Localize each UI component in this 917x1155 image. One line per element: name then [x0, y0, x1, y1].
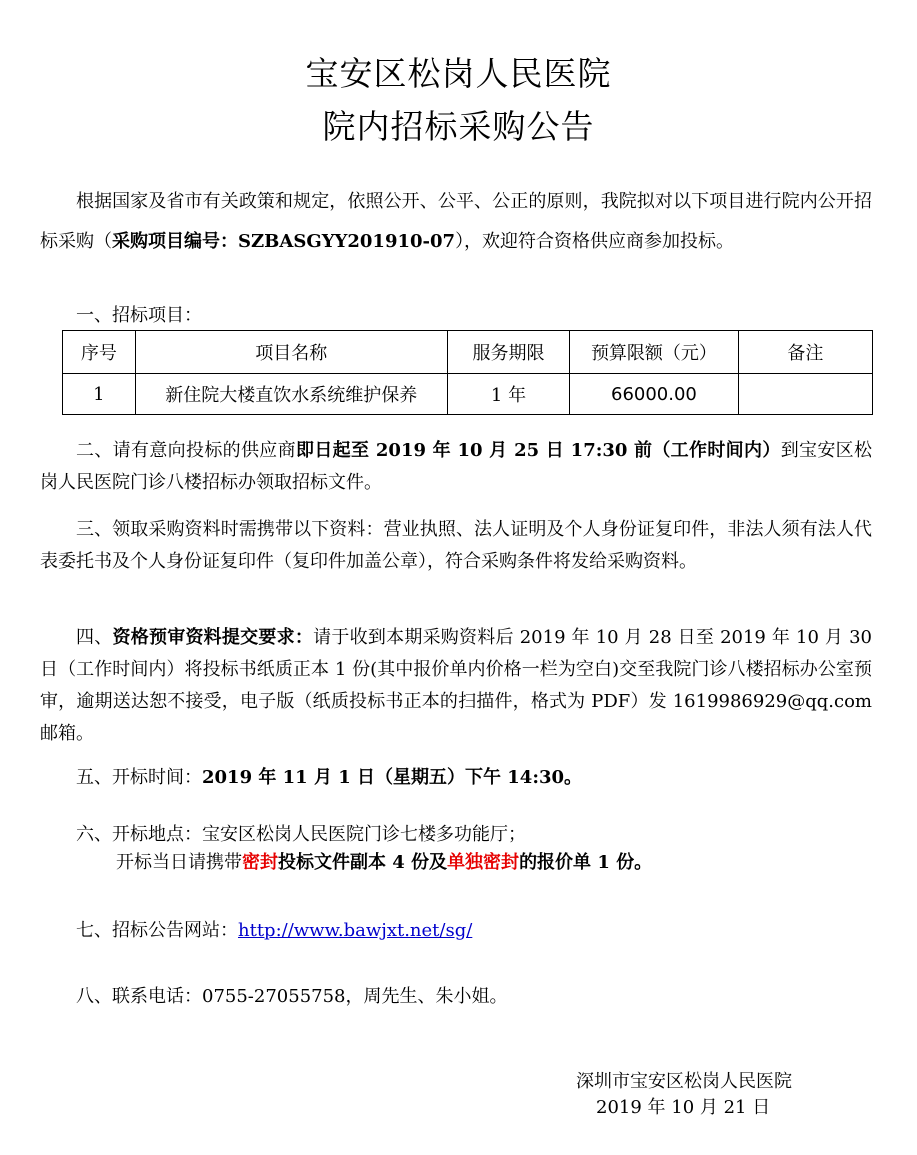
intro-paragraph	[40, 182, 872, 262]
section-5-label: 五、开标时间：	[76, 767, 202, 788]
sealed-emphasis-2: 单独密封	[447, 852, 520, 873]
table-row	[63, 374, 873, 415]
section-7-label: 七、招标公告网站：	[76, 920, 238, 941]
intro-text-2: ），欢迎符合资格供应商参加投标。	[455, 231, 735, 252]
section-5-line	[76, 764, 582, 792]
section-6-text-a: 开标当日请携带	[116, 852, 242, 873]
section-6-line-2	[116, 849, 652, 877]
signature-date: 2019 年 10 月 21 日	[596, 1097, 771, 1118]
collection-deadline: 即日起至 2019 年 10 月 25 日 17:30 前（工作时间内）	[295, 440, 781, 461]
header-cell-index: 序号	[63, 331, 136, 374]
section-6-line-1: 六、开标地点：宝安区松岗人民医院门诊七楼多功能厅；	[76, 824, 526, 845]
section-7-line	[76, 917, 472, 945]
section-4-paragraph	[40, 622, 872, 750]
cell-index: 1	[63, 374, 136, 415]
section-3-paragraph: 三、领取采购资料时需携带以下资料：营业执照、法人证明及个人身份证复印件，非法人须有法人代表委托书及个人身份证复印件（复印件加盖公章），符合采购条件将发给采购资料。	[40, 519, 872, 572]
section-2-text-1: 二、请有意向投标的供应商	[76, 440, 296, 461]
section-6-text-c: 的报价单 1 份。	[519, 852, 653, 873]
table-header-row	[63, 331, 873, 374]
cell-project-name: 新住院大楼直饮水系统维护保养	[135, 374, 447, 415]
document-title-line-1: 宝安区松岗人民医院	[305, 54, 612, 93]
signature-organization: 深圳市宝安区松岗人民医院	[576, 1071, 792, 1092]
header-cell-remarks: 备注	[738, 331, 872, 374]
section-8-line: 八、联系电话：0755-27055758，周先生、朱小姐。	[76, 986, 508, 1007]
header-cell-budget: 预算限额（元）	[570, 331, 738, 374]
sealed-emphasis-1: 密封	[242, 852, 278, 873]
announcement-website-link[interactable]: http://www.bawjxt.net/sg/	[238, 920, 473, 941]
header-cell-project-name: 项目名称	[135, 331, 447, 374]
section-2-text-2: 到宝安区松岗人民医院门诊八楼招标办领取招标文件。	[40, 440, 873, 493]
header-cell-service-period: 服务期限	[447, 331, 569, 374]
bid-items-table	[62, 330, 873, 415]
section-4-heading: 资格预审资料提交要求：	[112, 627, 314, 648]
cell-remarks	[738, 374, 872, 415]
section-4-text: 请于收到本期采购资料后 2019 年 10 月 28 日至 2019 年 10 月 30 日（工作时间内）将投标书纸质正本 1 份(其中报价单内价格一栏为空白)交至我院门诊八楼招标办公室预审，逾期送达恕不接受，电子版（纸质投标书正本的扫描件，格式为 PDF）发 1619986929@qq.com 邮箱。	[40, 627, 873, 744]
bid-opening-time: 2019 年 11 月 1 日（星期五）下午 14:30。	[202, 767, 583, 788]
section-4-number: 四、	[76, 627, 113, 648]
cell-service-period: 1 年	[447, 374, 569, 415]
cell-budget: 66000.00	[570, 374, 738, 415]
section-2-paragraph	[40, 435, 872, 499]
project-number: 采购项目编号：SZBASGYY201910-07	[112, 231, 456, 252]
intro-text-1: 根据国家及省市有关政策和规定，依照公开、公平、公正的原则，我院拟对以下项目进行院内公开招标采购（	[40, 191, 872, 252]
section-6-text-b: 投标文件副本 4 份及	[278, 852, 448, 873]
document-title-line-2: 院内招标采购公告	[322, 107, 595, 146]
section-1-heading: 一、招标项目：	[76, 305, 202, 326]
